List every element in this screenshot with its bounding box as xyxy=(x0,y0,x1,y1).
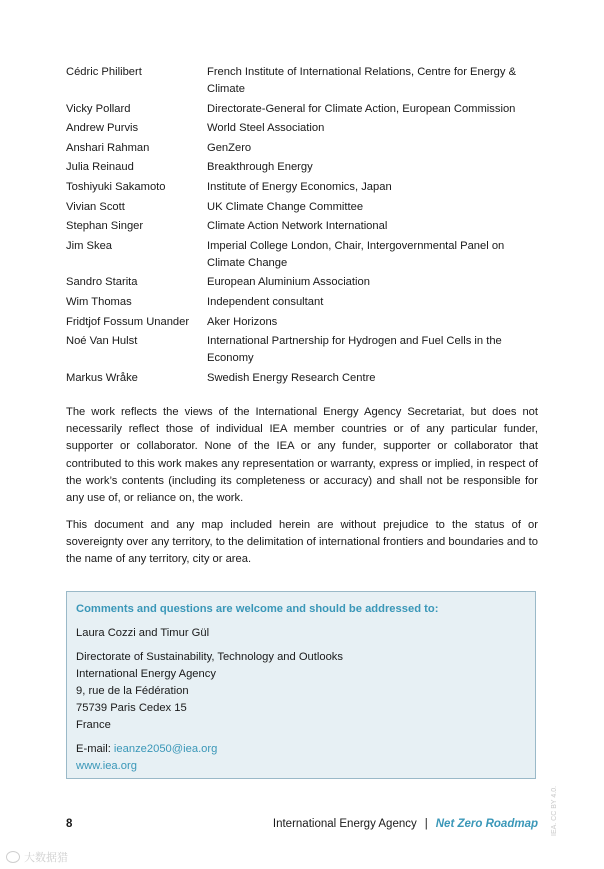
address-line: Directorate of Sustainability, Technology and Outlooks xyxy=(76,651,343,663)
address-line: 75739 Paris Cedex 15 xyxy=(76,702,187,714)
email-line xyxy=(76,741,526,758)
page-number: 8 xyxy=(66,818,73,830)
reviewer-name: Fridtjof Fossum Unander xyxy=(66,315,190,328)
reviewer-row xyxy=(66,101,541,118)
reviewer-row xyxy=(66,274,541,291)
reviewer-row xyxy=(66,370,541,387)
reviewer-organization: Imperial College London, Chair, Intergovernmental Panel on Climate Change xyxy=(207,239,505,269)
reviewer-name: Wim Thomas xyxy=(66,295,132,308)
reviewer-name: Julia Reinaud xyxy=(66,161,134,174)
reviewer-row xyxy=(66,294,541,311)
reviewer-organization: Aker Horizons xyxy=(207,315,278,328)
reviewer-row xyxy=(66,199,541,216)
footer-separator: | xyxy=(424,818,428,830)
reviewer-organization: Climate Action Network International xyxy=(207,220,388,233)
disclaimer-paragraph: The work reflects the views of the International Energy Agency Secretariat, but does not necessarily reflect those of individual IEA member countries or of any particular funder, supporter or collaborator. None of the IEA or any funder, supporter or collaborator that contributed to this work makes any representation or warranty, express or implied, in respect of the work’s contents (including its completeness or accuracy) and shall not be responsible for any use of, or reliance on, the work. xyxy=(66,406,538,505)
reviewer-name: Markus Wråke xyxy=(66,371,138,384)
license-notice: IEA. CC BY 4.0. xyxy=(551,785,558,836)
reviewer-name: Sandro Starita xyxy=(66,276,138,289)
reviewer-name: Anshari Rahman xyxy=(66,141,150,154)
watermark-icon xyxy=(6,851,20,863)
email-label: E-mail: xyxy=(76,743,114,755)
watermark-text: 大数据猎 xyxy=(24,852,68,864)
website-link[interactable]: www.iea.org xyxy=(76,760,137,772)
reviewer-name: Vicky Pollard xyxy=(66,102,131,115)
reviewer-name: Andrew Purvis xyxy=(66,122,139,135)
reviewer-organization: Institute of Energy Economics, Japan xyxy=(207,180,392,193)
reviewer-organization: Breakthrough Energy xyxy=(207,161,313,174)
reviewer-name: Jim Skea xyxy=(66,239,113,252)
reviewer-name: Stephan Singer xyxy=(66,220,144,233)
address-line: France xyxy=(76,719,111,731)
reviewer-row xyxy=(66,159,541,176)
watermark xyxy=(6,849,68,865)
reviewer-row xyxy=(66,218,541,235)
address-line: International Energy Agency xyxy=(76,668,216,680)
reviewer-organization: UK Climate Change Committee xyxy=(207,200,364,213)
reviewer-row xyxy=(66,64,541,98)
reviewer-organization: International Partnership for Hydrogen and Fuel Cells in the Economy xyxy=(207,335,502,365)
reviewer-list xyxy=(66,64,541,389)
reviewer-row xyxy=(66,314,541,331)
reviewer-organization: Swedish Energy Research Centre xyxy=(207,371,376,384)
reviewer-organization: Directorate-General for Climate Action, European Commission xyxy=(207,102,516,115)
reviewer-row xyxy=(66,333,541,367)
footer-running-title xyxy=(273,818,538,830)
address-line: 9, rue de la Fédération xyxy=(76,685,189,697)
reviewer-organization: GenZero xyxy=(207,141,252,154)
contact-box xyxy=(66,591,536,779)
reviewer-row xyxy=(66,179,541,196)
territory-disclaimer-paragraph: This document and any map included herein are without prejudice to the status of or sovereignty over any territory, to the delimitation of international frontiers and boundaries and to the name of any territory, city or area. xyxy=(66,519,538,566)
publisher-name: International Energy Agency xyxy=(272,818,417,830)
reviewer-name: Cédric Philibert xyxy=(66,66,142,78)
reviewer-name: Vivian Scott xyxy=(66,200,125,213)
contact-names: Laura Cozzi and Timur Gül xyxy=(76,627,210,639)
reviewer-organization: Independent consultant xyxy=(207,295,324,308)
reviewer-organization: European Aluminium Association xyxy=(207,276,370,289)
reviewer-name: Toshiyuki Sakamoto xyxy=(66,180,166,193)
reviewer-row xyxy=(66,120,541,137)
reviewer-organization: World Steel Association xyxy=(207,122,325,135)
reviewer-row xyxy=(66,140,541,157)
reviewer-organization: French Institute of International Relations, Centre for Energy & Climate xyxy=(207,66,517,95)
reviewer-name: Noé Van Hulst xyxy=(66,335,138,348)
report-title: Net Zero Roadmap xyxy=(435,818,538,830)
contact-heading: Comments and questions are welcome and should be addressed to: xyxy=(76,603,439,615)
email-link[interactable]: ieanze2050@iea.org xyxy=(113,743,218,755)
reviewer-row xyxy=(66,238,541,272)
